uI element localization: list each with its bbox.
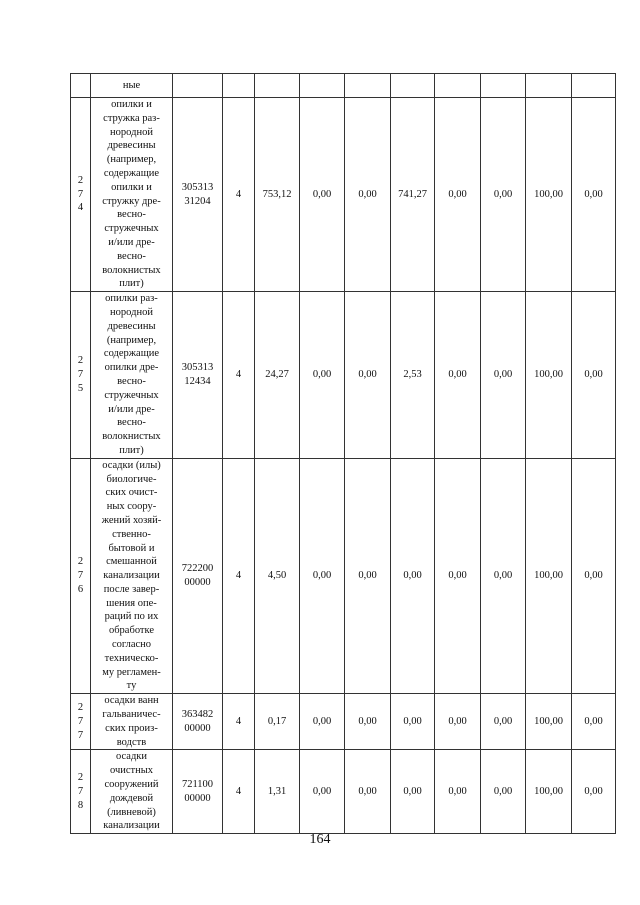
hazard-class-cell: 4 — [223, 750, 255, 834]
waste-name-cell: опилки раз- нородной древесины (например, содержащие опилки дре- весно- стружечных и/или дре- весно- волокнистых плит) — [91, 292, 173, 459]
value-cell: 0,00 — [345, 458, 391, 694]
value-cell: 1,31 — [255, 750, 300, 834]
value-cell: 100,00 — [526, 458, 572, 694]
waste-name-cell: осадки ванн гальваничес- ских произ- водств — [91, 694, 173, 750]
value-cell: 0,00 — [345, 750, 391, 834]
value-cell: 100,00 — [526, 750, 572, 834]
fkko-code-cell: 721100 00000 — [173, 750, 223, 834]
value-cell: 0,00 — [391, 694, 435, 750]
value-cell: 753,12 — [255, 98, 300, 292]
value-cell: 0,00 — [435, 98, 481, 292]
value-cell: 0,00 — [572, 458, 616, 694]
value-cell — [572, 74, 616, 98]
value-cell: 0,00 — [572, 98, 616, 292]
value-cell: 0,00 — [345, 694, 391, 750]
row-number-cell: 2 7 8 — [71, 750, 91, 834]
hazard-class-cell: 4 — [223, 98, 255, 292]
value-cell: 0,00 — [435, 292, 481, 459]
fkko-code-cell: 363482 00000 — [173, 694, 223, 750]
value-cell: 0,00 — [300, 694, 345, 750]
page-number: 164 — [309, 832, 331, 847]
value-cell — [300, 74, 345, 98]
value-cell: 4,50 — [255, 458, 300, 694]
value-cell: 0,00 — [435, 694, 481, 750]
value-cell: 0,00 — [300, 292, 345, 459]
value-cell — [481, 74, 526, 98]
hazard-class-cell: 4 — [223, 458, 255, 694]
value-cell: 0,00 — [572, 750, 616, 834]
row-number-cell: 2 7 7 — [71, 694, 91, 750]
value-cell — [526, 74, 572, 98]
value-cell: 0,00 — [345, 292, 391, 459]
value-cell: 100,00 — [526, 694, 572, 750]
table-row — [71, 694, 616, 750]
hazard-class-cell: 4 — [223, 694, 255, 750]
value-cell: 0,00 — [300, 458, 345, 694]
value-cell: 0,00 — [435, 458, 481, 694]
hazard-class-cell — [223, 74, 255, 98]
row-number-cell: 2 7 4 — [71, 98, 91, 292]
value-cell: 0,00 — [345, 98, 391, 292]
value-cell: 0,00 — [391, 750, 435, 834]
row-number-cell: 2 7 5 — [71, 292, 91, 459]
value-cell: 100,00 — [526, 292, 572, 459]
table-row — [71, 750, 616, 834]
value-cell: 0,00 — [481, 458, 526, 694]
table-row — [71, 98, 616, 292]
fkko-code-cell: 305313 31204 — [173, 98, 223, 292]
fkko-code-cell — [173, 74, 223, 98]
value-cell: 0,00 — [481, 750, 526, 834]
value-cell: 0,00 — [300, 750, 345, 834]
value-cell — [435, 74, 481, 98]
value-cell: 24,27 — [255, 292, 300, 459]
table-row — [71, 458, 616, 694]
value-cell: 0,00 — [481, 694, 526, 750]
value-cell: 0,00 — [481, 98, 526, 292]
fkko-code-cell: 722200 00000 — [173, 458, 223, 694]
value-cell: 100,00 — [526, 98, 572, 292]
table-row — [71, 74, 616, 98]
value-cell — [345, 74, 391, 98]
value-cell — [391, 74, 435, 98]
row-number-cell: 2 7 6 — [71, 458, 91, 694]
waste-name-cell: осадки (илы) биологиче- ских очист- ных соору- жений хозяй- ственно- бытовой и смешанной канализации после завер- шения опе- раций по их обработке согласно техническо- му регламен- ту — [91, 458, 173, 694]
value-cell — [255, 74, 300, 98]
value-cell: 0,00 — [435, 750, 481, 834]
value-cell: 0,00 — [481, 292, 526, 459]
waste-name-cell: ные — [91, 74, 173, 98]
table-row — [71, 292, 616, 459]
value-cell: 0,00 — [391, 458, 435, 694]
fkko-code-cell: 305313 12434 — [173, 292, 223, 459]
waste-name-cell: осадки очистных сооружений дождевой (ливневой) канализации — [91, 750, 173, 834]
value-cell: 2,53 — [391, 292, 435, 459]
hazard-class-cell: 4 — [223, 292, 255, 459]
value-cell: 0,00 — [572, 694, 616, 750]
waste-table — [70, 73, 616, 834]
value-cell: 741,27 — [391, 98, 435, 292]
waste-name-cell: опилки и стружка раз- нородной древесины (например, содержащие опилки и стружку дре- весно- стружечных и/или дре- весно- волокнистых плит) — [91, 98, 173, 292]
value-cell: 0,17 — [255, 694, 300, 750]
value-cell: 0,00 — [572, 292, 616, 459]
row-number-cell — [71, 74, 91, 98]
value-cell: 0,00 — [300, 98, 345, 292]
